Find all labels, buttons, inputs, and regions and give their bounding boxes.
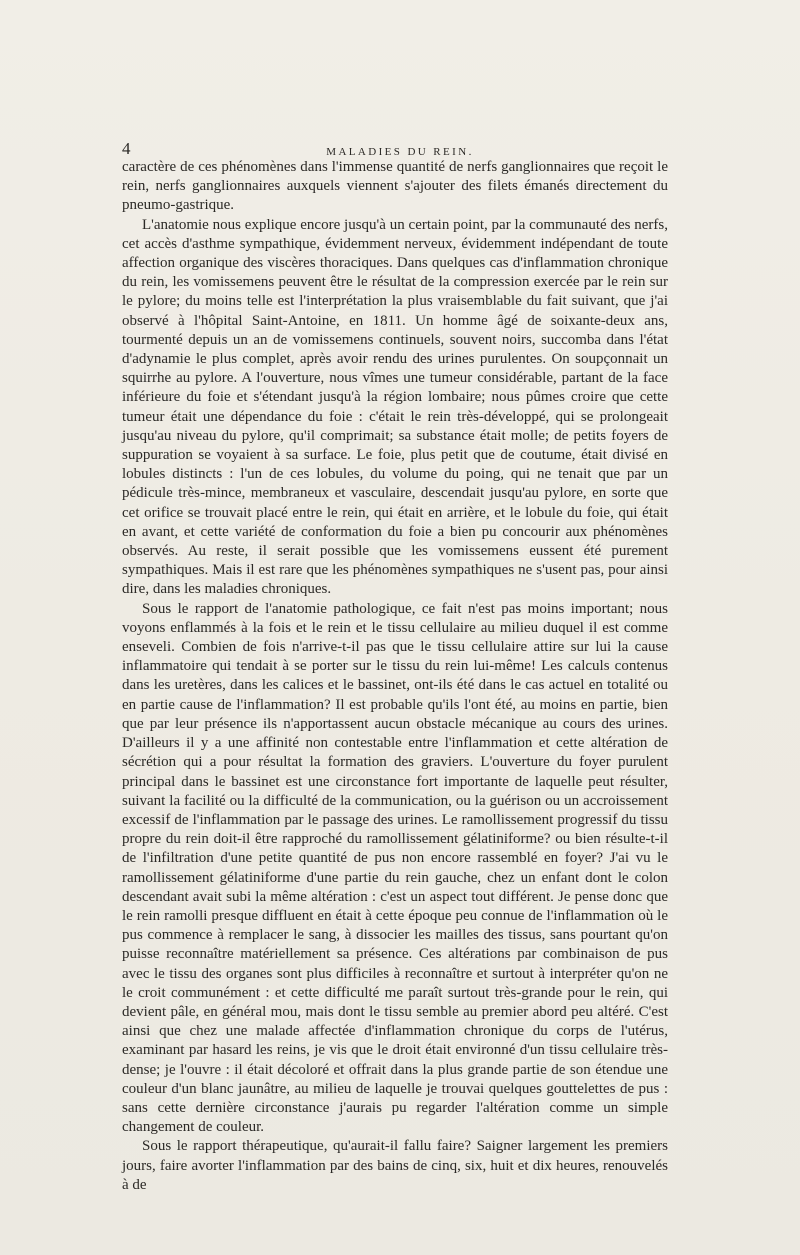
paragraph-therapeutics: Sous le rapport thérapeutique, qu'aurait-il fallu faire? Saigner largement les premiers jours, faire avorter l'inflammation par des bains de cinq, six, huit et dix heures, renouvelés à de: [122, 1138, 668, 1193]
page-number: 4: [122, 139, 131, 158]
running-head: MALADIES DU REIN.: [326, 146, 474, 158]
paragraph-pathology: Sous le rapport de l'anatomie pathologique, ce fait n'est pas moins important; nous voyons enflammés à la fois et le rein et le tissu cellulaire au milieu duquel il est comme enseveli. Combien de fois n'arrive-t-il pas que le tissu cellulaire attire sur lui la cause inflammatoire qui tendait à se porter sur le tissu du rein lui-même! Les calculs contenus dans les uretères, dans les calices et le bassinet, ont-ils été dans le cas actuel en totalité ou en partie cause de l'inflammation? Il est probable qu'ils l'ont été, au moins en partie, bien que par leur présence ils n'apportassent aucun obstacle mécanique au cours des urines. D'ailleurs il y a une affinité non contestable entre l'inflammation et cette altération de sécrétion qui a pour résultat la formation des graviers. L'ouverture du foyer purulent principal dans le bassinet est une circonstance fort importante de laquelle peut résulter, suivant la facilité ou la difficulté de la communication, ou la guérison ou un accroissement excessif de l'inflammation par le passage des urines. Le ramollissement progressif du tissu propre du rein doit-il être rapproché du ramollissement gélatiniforme? ou bien résulte-t-il de l'infiltration d'une petite quantité de pus non encore rassemblé en foyer? J'ai vu le ramollissement gélatiniforme d'une partie du rein gauche, chez un enfant dont le colon descendant avait subi la même altération : c'est un aspect tout différent. Je pense donc que le rein ramolli presque diffluent en était à cette époque peu connue de l'inflammation où le pus commence à remplacer le sang, à dissocier les mailles des tissus, sans pourtant qu'on puisse reconnaître matériellement sa présence. Ces altérations par combinaison de pus avec le tissu des organes sont plus difficiles à reconnaître et surtout à interpréter qu'on ne le croit communément : et cette difficulté me paraît surtout très-grande pour le rein, qui devient pâle, en général mou, mais dont le tissu semble au premier abord peu altéré. C'est ainsi que chez une malade affectée d'inflammation chronique du corps de l'utérus, examinant par hasard les reins, je vis que le droit était environné d'un tissu cellulaire très-dense; je l'ouvre : il était décoloré et offrait dans la plus grande partie de son étendue une couleur d'un blanc jaunâtre, au milieu de laquelle je trouvai quelques gouttelettes de pus : sans cette dernière circonstance j'aurais pu regarder l'altération comme un simple changement de couleur.: [122, 600, 668, 1136]
paragraph-continuation: caractère de ces phénomènes dans l'immense quantité de nerfs ganglionnaires que reçoit le rein, nerfs ganglionnaires auxquels viennent s'ajouter des filets émanés directement du pneumo-gastrique.: [122, 159, 668, 214]
body-text: [122, 158, 668, 1195]
paragraph-anatomy: L'anatomie nous explique encore jusqu'à un certain point, par la communauté des nerfs, cet accès d'asthme sympathique, évidemment nerveux, évidemment indépendant de toute affection organique des viscères thoraciques. Dans quelques cas d'inflammation chronique du rein, les vomissemens peuvent être le résultat de la compression exercée par le rein sur le pylore; du moins telle est l'interprétation la plus vraisemblable du fait suivant, que j'ai observé à l'hôpital Saint-Antoine, en 1811. Un homme âgé de soixante-deux ans, tourmenté depuis un an de vomissemens continuels, souvent noirs, succomba dans l'état d'adynamie le plus complet, après avoir rendu des urines purulentes. On soupçonnait un squirrhe au pylore. A l'ouverture, nous vîmes une tumeur considérable, partant de la face inférieure du foie et s'étendant jusqu'à la région lombaire; nous pûmes croire que cette tumeur était une dépendance du foie : c'était le rein très-développé, qui se prolongeait jusqu'au niveau du pylore, qu'il comprimait; sa substance était molle; de petits foyers de suppuration se voyaient à sa surface. Le foie, plus petit que de coutume, était divisé en lobules distincts : l'un de ces lobules, du volume du poing, qui ne tenait que par un pédicule très-mince, membraneux et vasculaire, descendait jusqu'au pylore, en sorte que cet orifice se trouvait placé entre le rein, qui était en arrière, et le lobule du foie, qui était en avant, et cette variété de conformation du foie a bien pu concourir aux phénomènes observés. Au reste, il serait possible que les vomissemens eussent été purement sympathiques. Mais il est rare que les phénomènes sympathiques ne s'usent pas, pour ainsi dire, dans les maladies chroniques.: [122, 216, 668, 598]
